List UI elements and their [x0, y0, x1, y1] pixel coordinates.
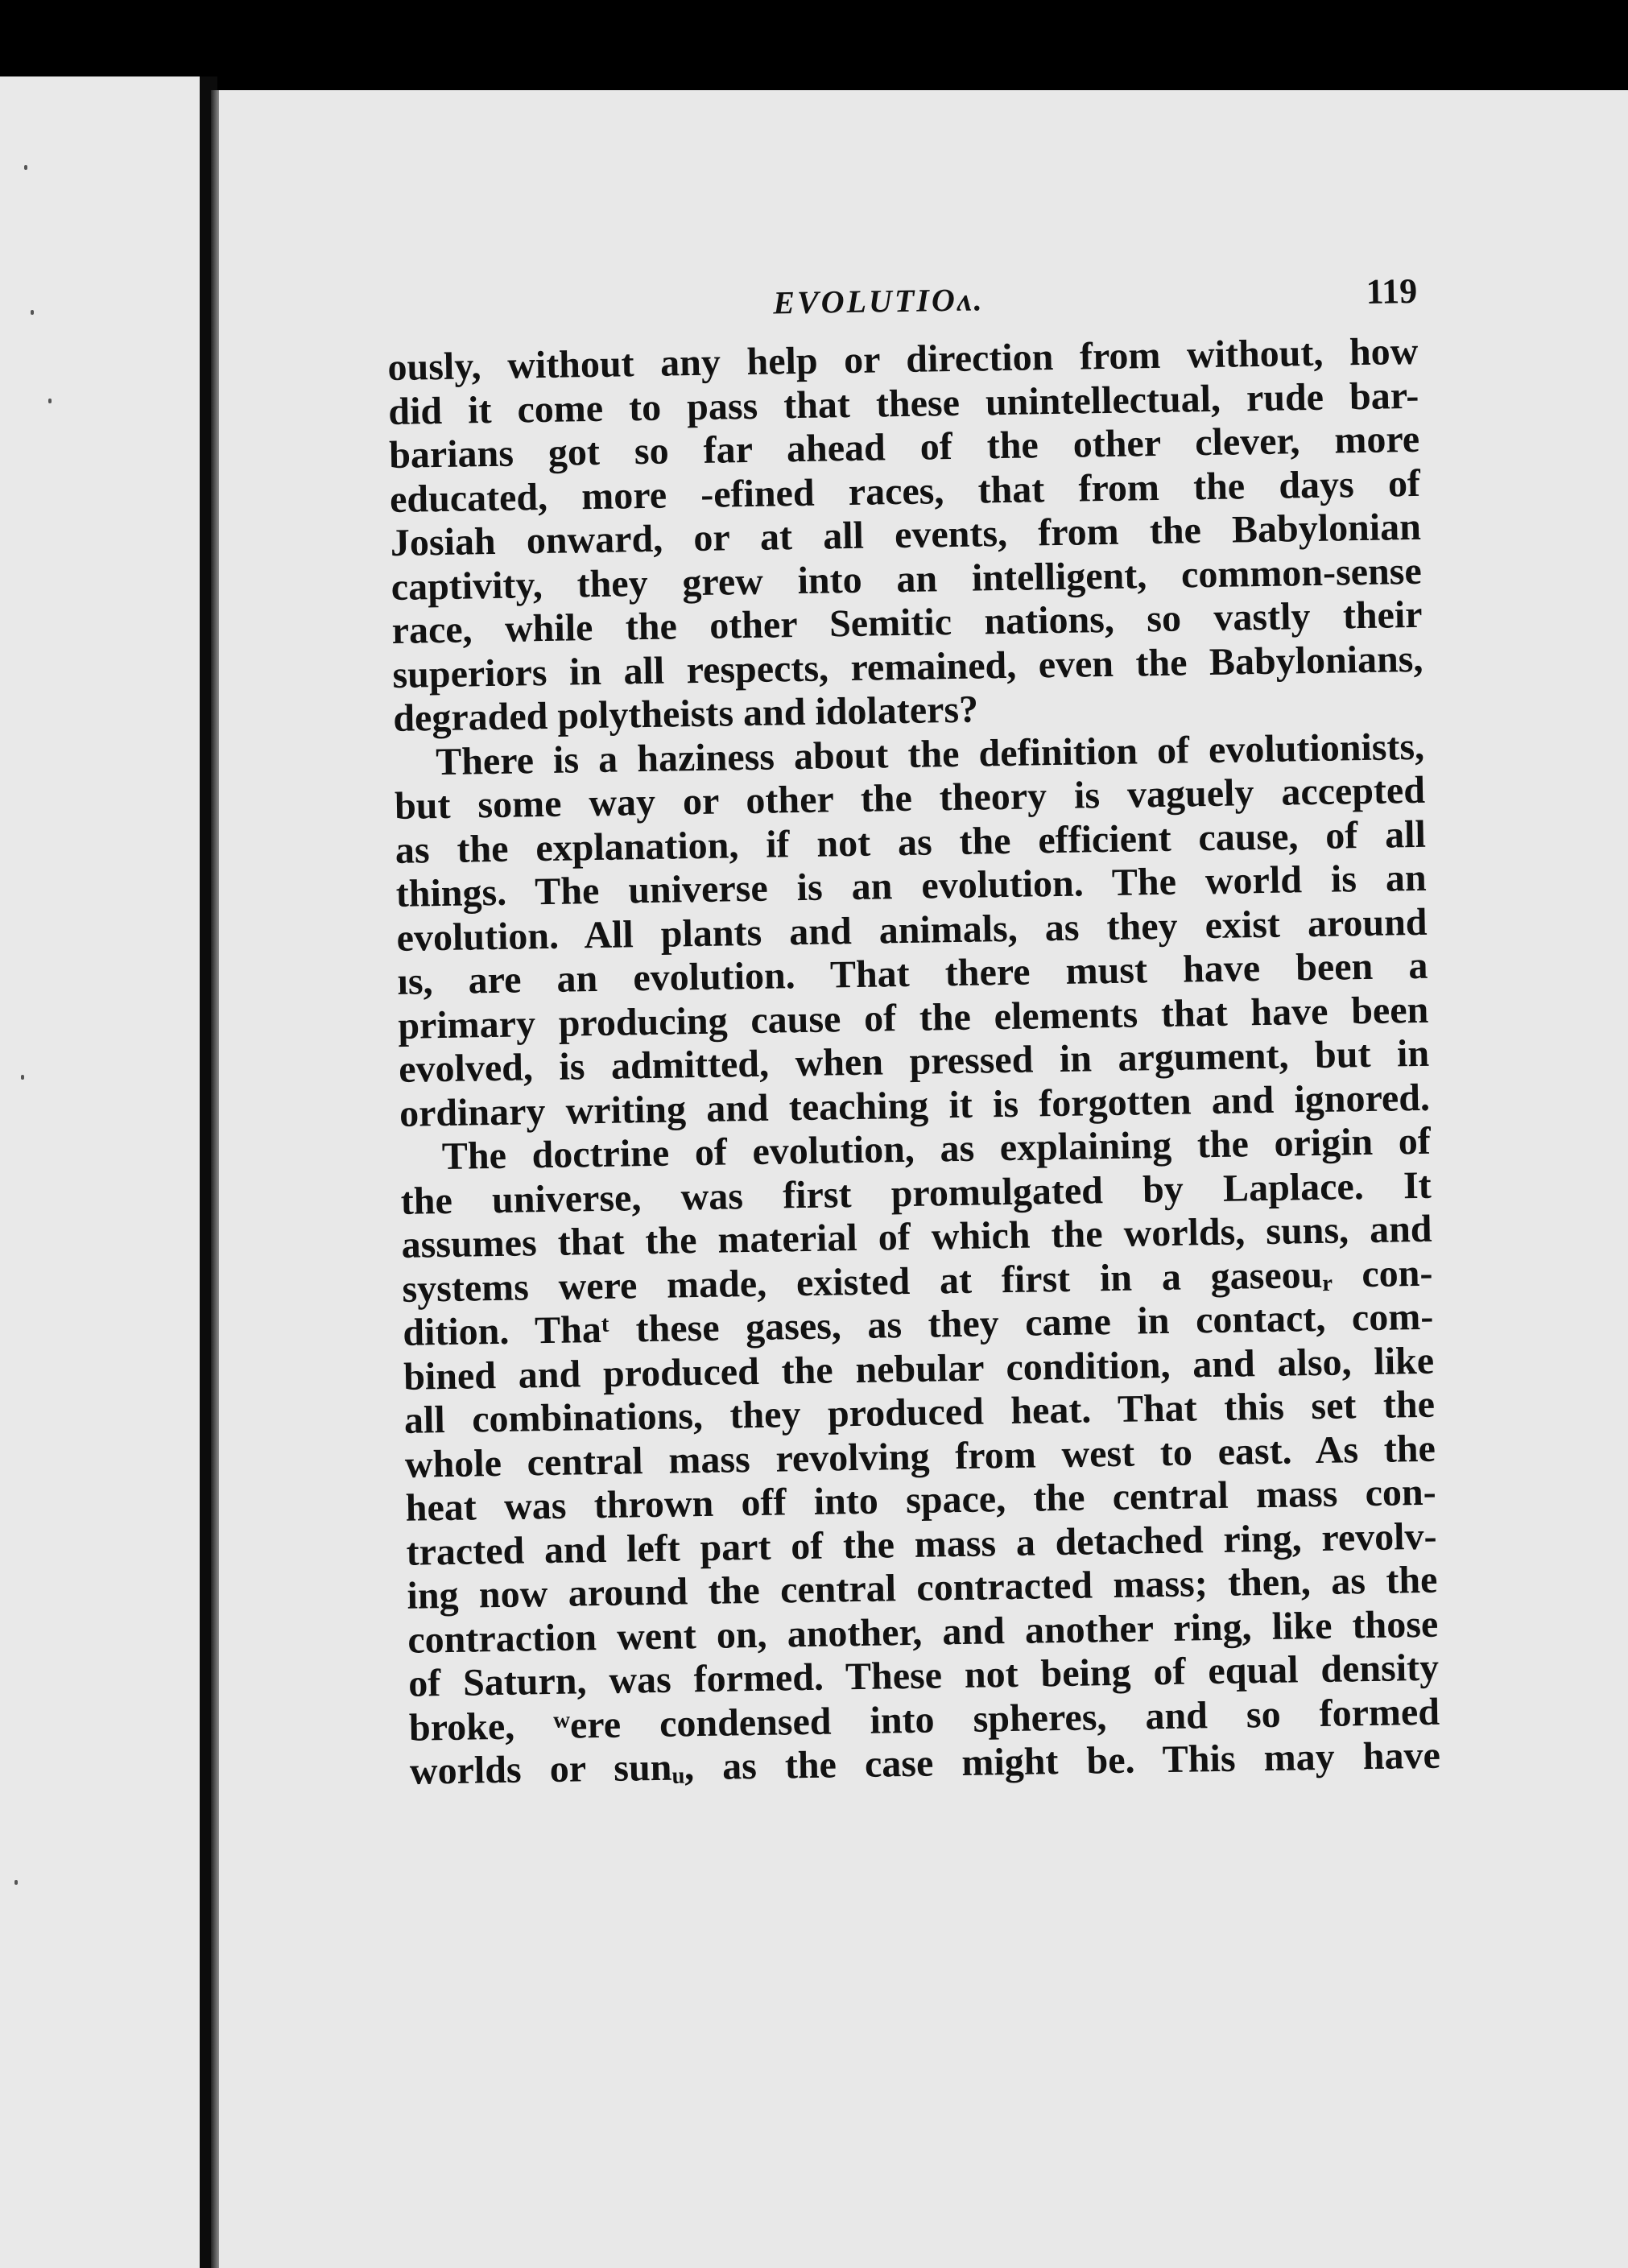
- paragraph: [394, 725, 1431, 1136]
- paragraph: [400, 1120, 1441, 1795]
- text-line: ing now around the central contracted mass; then, as the: [407, 1558, 1438, 1617]
- speck: [21, 1075, 24, 1080]
- page-number: 119: [1366, 271, 1418, 312]
- text-line: primary producing cause of the elements that have been: [397, 988, 1429, 1047]
- text-line: broke, ʷere condensed into spheres, and so formed: [408, 1690, 1440, 1750]
- text-line: superiors in all respects, remained, even the Babylonians,: [392, 637, 1423, 696]
- text-line: educated, more ‑efined races, that from the days of: [389, 461, 1421, 521]
- text-line: ordinary writing and teaching it is forgotten and ignored.: [399, 1076, 1431, 1135]
- text-line: whole central mass revolving from west to east. As the: [404, 1427, 1436, 1486]
- text-line: race, while the other Semitic nations, so vastly their: [391, 593, 1423, 652]
- text-line: ously, without any help or direction from without, how: [387, 329, 1419, 389]
- text-line: of Saturn, was formed. These not being of equal density: [407, 1646, 1440, 1705]
- text-line: worlds or sunᵤ, as the case might be. This may have: [409, 1733, 1441, 1793]
- text-line: evolution. All plants and animals, as they exist around: [396, 900, 1428, 960]
- speck: [24, 165, 27, 170]
- speck: [14, 1880, 18, 1885]
- running-title: EVOLUTIOʌ.: [772, 281, 985, 321]
- body-text: [387, 330, 1440, 1794]
- text-line: bined and produced the nebular condition, and also, like: [403, 1339, 1435, 1398]
- text-line: systems were made, existed at first in a gaseouᵣ con-: [402, 1251, 1433, 1311]
- text-line: dition. Thaᵗ these gases, as they came in contact, com-: [402, 1295, 1434, 1354]
- text-line: Josiah onward, or at all events, from the Babylonian: [390, 505, 1422, 564]
- paragraph: [387, 330, 1424, 742]
- text-line: ıs, are an evolution. That there must have been a: [397, 944, 1428, 1003]
- page-content: [386, 271, 1441, 1794]
- speck: [31, 310, 34, 315]
- text-line: all combinations, they produced heat. That this set the: [403, 1382, 1436, 1442]
- text-line: things. The universe is an evolution. The world is an: [395, 856, 1428, 915]
- text-line: heat was thrown off into space, the central mass con-: [405, 1470, 1437, 1530]
- text-line: as the explanation, if not as the efficient cause, of all: [395, 812, 1427, 872]
- text-line: evolved, is admitted, when pressed in argument, but in: [398, 1031, 1430, 1091]
- text-line: The doctrine of evolution, as explaining the origin of: [441, 1119, 1432, 1179]
- speck: [48, 399, 52, 403]
- text-line: contraction went on, another, and another ring, like those: [407, 1602, 1439, 1662]
- page-edge-shadow: [211, 90, 219, 2268]
- text-line: did it come to pass that these unintellectual, rude bar-: [387, 374, 1419, 433]
- text-line: degraded polytheists and idolaters?: [392, 688, 979, 740]
- text-line: captivity, they grew into an intelligent, common-sense: [390, 549, 1423, 609]
- facing-page-edge: [0, 76, 200, 2268]
- text-line: assumes that the material of which the worlds, suns, and: [401, 1207, 1432, 1266]
- text-line: but some way or other the theory is vaguely accepted: [394, 768, 1426, 828]
- text-line: tracted and left part of the mass a detached ring, revolv-: [406, 1514, 1437, 1574]
- text-line: the universe, was first promulgated by Laplace. It: [400, 1163, 1432, 1223]
- text-line: barians got so far ahead of the other clever, more: [388, 417, 1420, 477]
- text-line: There is a haziness about the definition of evolutionists,: [435, 725, 1425, 783]
